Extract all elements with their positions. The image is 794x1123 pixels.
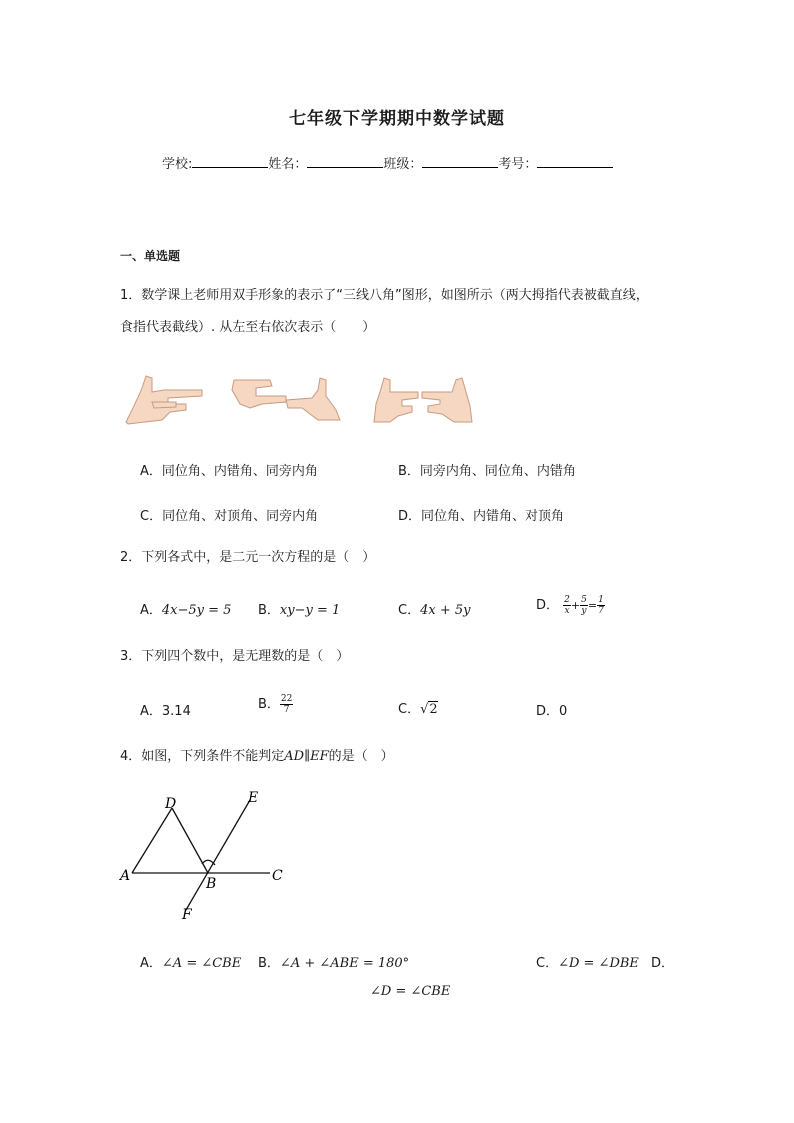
q4-option-c[interactable] xyxy=(536,952,639,971)
q4-stem xyxy=(120,743,394,771)
q2-option-a-label: A． xyxy=(140,603,162,618)
sqrt-expression xyxy=(420,701,438,717)
q3-stem: 3．下列四个数中，是无理数的是（ ） xyxy=(120,649,350,664)
q2-option-b-label: B． xyxy=(258,603,280,618)
frac2-numerator: 5 xyxy=(581,595,587,605)
line-ef xyxy=(186,800,250,910)
q4-option-b-label: B． xyxy=(258,956,280,971)
number-label: 考号： xyxy=(498,157,538,172)
hand-gestures-image xyxy=(122,374,484,428)
q3-option-b-frac xyxy=(280,694,293,715)
q2-option-d-frac3 xyxy=(597,595,605,616)
q2-option-a-expr: 4x−5y = 5 xyxy=(161,603,232,618)
plus-sign: + xyxy=(570,599,581,612)
school-blank[interactable] xyxy=(192,153,268,168)
frac1-numerator: 2 xyxy=(564,595,570,605)
section-heading: 一、单选题 xyxy=(120,249,181,263)
q4-option-d-label[interactable]: D． xyxy=(651,956,675,971)
label-f: F xyxy=(182,907,192,923)
label-c: C xyxy=(272,868,283,884)
segment-ad xyxy=(132,808,172,873)
student-info-row xyxy=(162,153,613,172)
q3-option-b[interactable] xyxy=(258,693,293,715)
q2-option-d-frac2 xyxy=(580,595,588,616)
q1-option-a[interactable]: A．同位角、内错角、同旁内角 xyxy=(140,464,318,479)
q2-option-d-label: D． xyxy=(536,598,560,613)
q1-option-c[interactable]: C．同位角、对顶角、同旁内角 xyxy=(140,509,319,524)
label-b: B xyxy=(206,876,217,892)
q4-option-a-expr: ∠A = ∠CBE xyxy=(161,956,242,971)
q2-option-a[interactable] xyxy=(140,599,231,618)
q1-stem-line1: 1．数学课上老师用双手形象的表示了“三线八角”图形，如图所示（两大拇指代表被截直线， xyxy=(120,288,649,303)
number-blank[interactable] xyxy=(537,153,613,168)
name-label: 姓名： xyxy=(268,157,308,172)
q2-option-c[interactable] xyxy=(398,599,470,618)
q2-option-d[interactable] xyxy=(536,594,605,616)
q4-option-a-label: A． xyxy=(140,956,162,971)
page-title: 七年级下学期期中数学试题 xyxy=(289,109,505,129)
sqrt-radicand: 2 xyxy=(429,702,438,717)
q4-option-c-expr: ∠D = ∠DBE xyxy=(558,956,639,971)
q4-stem-post: 的是（ ） xyxy=(328,749,394,764)
q4-stem-pre: 4．如图，下列条件不能判定 xyxy=(120,749,285,764)
frac3-numerator: 1 xyxy=(598,595,604,605)
frac-denominator: 7 xyxy=(283,705,290,715)
name-blank[interactable] xyxy=(307,153,383,168)
school-label: 学校: xyxy=(162,157,193,172)
q2-option-b[interactable] xyxy=(258,599,340,618)
geometry-figure xyxy=(118,786,298,926)
q4-option-c-label: C． xyxy=(536,956,559,971)
q1-option-d[interactable]: D．同位角、内错角、对顶角 xyxy=(398,509,565,524)
sqrt-sign: √ xyxy=(420,702,429,717)
class-blank[interactable] xyxy=(422,153,498,168)
q1-option-b[interactable]: B．同旁内角、同位角、内错角 xyxy=(398,464,576,479)
frac-numerator: 22 xyxy=(280,694,293,704)
q4-stem-math: AD∥EF xyxy=(284,749,329,764)
q4-option-b[interactable] xyxy=(258,952,409,971)
label-a: A xyxy=(120,868,131,884)
class-label: 班级： xyxy=(383,157,423,172)
q2-option-b-expr: xy−y = 1 xyxy=(279,603,341,618)
q3-option-b-label: B． xyxy=(258,697,280,712)
equals-sign: = xyxy=(587,599,598,612)
q3-option-a[interactable]: A．3.14 xyxy=(140,704,191,719)
q2-stem: 2．下列各式中，是二元一次方程的是（ ） xyxy=(120,550,376,565)
q3-option-c-label: C． xyxy=(398,702,421,717)
q3-option-d[interactable]: D．0 xyxy=(536,704,568,719)
q2-option-c-label: C． xyxy=(398,603,421,618)
q3-option-c[interactable] xyxy=(398,698,438,717)
q2-option-d-frac1 xyxy=(563,595,571,616)
frac2-denominator: y xyxy=(581,606,587,616)
frac3-denominator: 7 xyxy=(598,606,604,616)
q4-option-a[interactable] xyxy=(140,952,241,971)
label-d: D xyxy=(165,796,177,812)
q4-option-b-expr: ∠A + ∠ABE = 180° xyxy=(279,956,410,971)
q4-option-d-expr: ∠D = ∠CBE xyxy=(370,984,451,999)
frac1-denominator: x xyxy=(564,606,570,616)
label-e: E xyxy=(248,790,259,806)
q2-option-c-expr: 4x + 5y xyxy=(420,603,471,618)
q1-stem-line2: 食指代表截线）. 从左至右依次表示（ ） xyxy=(120,320,376,335)
